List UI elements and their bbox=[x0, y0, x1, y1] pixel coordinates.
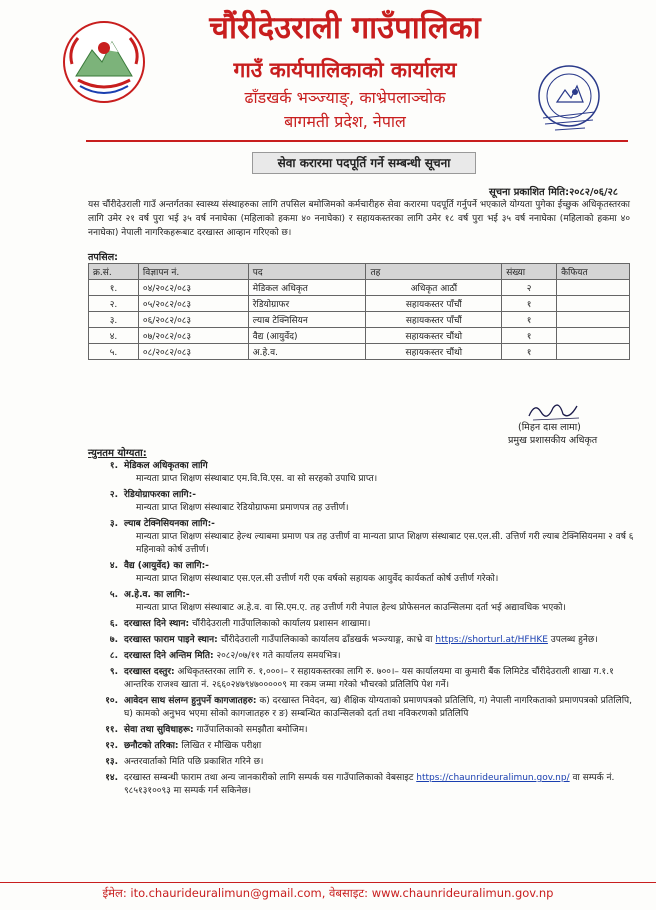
footer-contact: ईमेल: ito.chaurideuralimun@gmail.com, वेबसाइट: www.chaunrideuralimun.gov.np bbox=[102, 886, 554, 900]
list-item bbox=[96, 518, 634, 557]
item-text: गाउँपालिकाको समझौता बमोजिम। bbox=[196, 725, 308, 735]
cell-count: २ bbox=[502, 280, 557, 296]
cell-post: रेडियोग्राफर bbox=[248, 296, 366, 312]
list-item bbox=[96, 756, 634, 769]
qualifications-list bbox=[96, 460, 634, 801]
list-item bbox=[96, 772, 634, 798]
cell-ad-no: ०७/२०८२/०८३ bbox=[138, 328, 248, 344]
cell-ad-no: ०६/२०८२/०८३ bbox=[138, 312, 248, 328]
column-header-count: संख्या bbox=[502, 264, 557, 280]
cell-sn: ४. bbox=[89, 328, 139, 344]
cell-count: १ bbox=[502, 296, 557, 312]
list-item bbox=[96, 589, 634, 615]
cell-count: १ bbox=[502, 312, 557, 328]
item-number: १. bbox=[109, 461, 118, 471]
email-address[interactable]: ito.chaurideuralimun@gmail.com bbox=[130, 886, 322, 900]
item-title: ल्याब टेक्निसियनका लागि:- bbox=[124, 519, 215, 529]
item-text: लिखित र मौखिक परीक्षा bbox=[181, 741, 262, 751]
table-row bbox=[89, 312, 630, 328]
cell-sn: २. bbox=[89, 296, 139, 312]
cell-level: सहायकस्तर पाँचौं bbox=[366, 296, 502, 312]
cell-post: मेडिकल अधिकृत bbox=[248, 280, 366, 296]
header-divider bbox=[86, 140, 628, 142]
signatory-title: प्रमुख प्रशासकीय अधिकृत bbox=[508, 435, 598, 446]
item-text: अधिकृतस्तरका लागि रु. १,०००।– र सहायकस्तरका लागि रु. ७००।– यस कार्यालयमा वा कुमारी बैंक लिमिटेड चौंरीदेउराली शाखा ग.१.१ आन्तरिक राजश्व खाता नं. २६६०२४७९४७०००००९ मा रकम जम्मा गरेको भौचरको प्रतिलिपि पेश गर्ने। bbox=[124, 667, 614, 690]
table-header-row bbox=[89, 264, 630, 280]
notice-intro: यस चौंरीदेउराली गाउँ अन्तर्गतका स्वास्थ्य संस्थाहरुका लागि तपसिल बमोजिमको कर्मचारीहरु सेवा करारमा पदपूर्ति गर्नुपर्ने भएकाले योग्यता पुगेका ईच्छुक अधिकृतस्तरका लागि उमेर २१ वर्ष पुरा भई ३५ वर्ष ननाघेका (महिलाको हकमा ४० ननाघेका) र सहायकस्तरका लागि उमेर १८ वर्ष पुरा भई ३५ वर्ष ननाघेका (महिलाको हकमा ४० ननाघेका) नेपाली नागरिकहरूबाट दरखास्त आव्हान गरिएको छ। bbox=[88, 200, 630, 238]
item-number: ९. bbox=[109, 667, 118, 677]
item-title: दरखास्त फाराम पाइने स्थान: bbox=[124, 635, 218, 645]
list-item bbox=[96, 740, 634, 753]
item-number: ११. bbox=[105, 725, 118, 735]
cell-ad-no: ०८/२०८२/०८३ bbox=[138, 344, 248, 360]
cell-remarks bbox=[557, 296, 630, 312]
column-header-ad-no: विज्ञापन नं. bbox=[138, 264, 248, 280]
column-header-sn: क्र.सं. bbox=[89, 264, 139, 280]
footer-website[interactable]: www.chaunrideuralimun.gov.np bbox=[371, 886, 554, 900]
column-header-level: तह bbox=[366, 264, 502, 280]
cell-level: सहायकस्तर पाँचौं bbox=[366, 312, 502, 328]
item-text: दरखास्त सम्बन्धी फाराम तथा अन्य जानकारीको लागि सम्पर्क यस गाउँपालिकाको वेबसाइट bbox=[124, 773, 414, 783]
cell-sn: १. bbox=[89, 280, 139, 296]
list-item bbox=[96, 666, 634, 692]
item-title: रेडियोग्राफरका लागि:- bbox=[124, 490, 196, 500]
cell-count: १ bbox=[502, 328, 557, 344]
item-number: ३. bbox=[109, 519, 118, 529]
office-stamp-icon bbox=[527, 54, 611, 138]
item-title: दरखास्त दिने स्थान: bbox=[124, 619, 190, 629]
cell-remarks bbox=[557, 312, 630, 328]
item-title: आवेदन साथ संलग्न हुनुपर्ने कागजातहरु: bbox=[124, 696, 257, 706]
item-number: २. bbox=[109, 490, 118, 500]
item-number: १०. bbox=[105, 696, 118, 706]
item-title: सेवा तथा सुविधाहरू: bbox=[124, 725, 194, 735]
cell-post: अ.हे.व. bbox=[248, 344, 366, 360]
table-row bbox=[89, 296, 630, 312]
municipality-title: चौंरीदेउराली गाउँपालिका bbox=[209, 10, 481, 46]
cell-remarks bbox=[557, 280, 630, 296]
item-title: छनौटको तरिका: bbox=[124, 741, 179, 751]
qualifications-heading: न्युनतम योग्यता: bbox=[88, 448, 147, 459]
notice-title: सेवा करारमा पदपूर्ति गर्ने सम्बन्धी सूचना bbox=[252, 152, 476, 174]
vacancy-table bbox=[88, 263, 630, 360]
list-item bbox=[96, 634, 634, 647]
item-text: २०८२/०७/११ गते कार्यालय समयभित्र। bbox=[216, 651, 341, 661]
list-item bbox=[96, 695, 634, 721]
published-date: सूचना प्रकाशित मिति:२०८२/०६/२८ bbox=[488, 187, 618, 198]
table-row bbox=[89, 328, 630, 344]
list-item bbox=[96, 560, 634, 586]
cell-post: ल्याब टेक्निसियन bbox=[248, 312, 366, 328]
table-row bbox=[89, 344, 630, 360]
item-number: ४. bbox=[109, 561, 118, 571]
office-address: ढाँडखर्क भञ्ज्याङ्, काभ्रेपलाञ्चोक bbox=[244, 88, 446, 107]
item-text-after: वा सम्पर्क नं. ९८५१३१००९३ मा सम्पर्क गर्न सकिनेछ। bbox=[124, 773, 615, 796]
item-body: मान्यता प्राप्त शिक्षण संस्थाबाट एस.एल.सी उत्तीर्ण गरी एक वर्षको सहायक आयुर्वेद कार्यकर्ता कोर्ष उत्तीर्ण गरेको। bbox=[136, 574, 499, 584]
column-header-remarks: कैफियत bbox=[557, 264, 630, 280]
cell-sn: ३. bbox=[89, 312, 139, 328]
list-item bbox=[96, 724, 634, 737]
list-item bbox=[96, 489, 634, 515]
item-body: मान्यता प्राप्त शिक्षण संस्थाबाट हेल्थ ल्याबमा प्रमाण पत्र तह उत्तीर्ण वा मान्यता प्राप्त शिक्षण संस्थाबाट एस.एल.सी. उत्तिर्ण गरी ल्याब टेक्निसियनमा २ वर्ष ६ महिनाको कोर्ष उत्तीर्ण। bbox=[136, 532, 634, 555]
item-title: अ.हे.व. का लागि:- bbox=[124, 590, 190, 600]
cell-remarks bbox=[557, 344, 630, 360]
cell-ad-no: ०५/२०८२/०८३ bbox=[138, 296, 248, 312]
item-text-after: उपलब्ध हुनेछ। bbox=[547, 635, 598, 645]
item-number: १४. bbox=[105, 773, 118, 783]
cell-count: १ bbox=[502, 344, 557, 360]
item-text: चौंरीदेउराली गाउँपालिकाको कार्यालय ढाँडखर्क भञ्ज्याङ्ग, काभ्रे वा bbox=[220, 635, 433, 645]
cell-sn: ५. bbox=[89, 344, 139, 360]
list-item bbox=[96, 618, 634, 631]
office-province: बागमती प्रदेश, नेपाल bbox=[284, 112, 406, 131]
item-number: ८. bbox=[109, 651, 118, 661]
form-download-link[interactable]: https://shorturl.at/HFHKE bbox=[435, 635, 548, 645]
email-label: ईमेल: bbox=[102, 886, 127, 900]
item-title: मेडिकल अधिकृतका लागि bbox=[124, 461, 208, 471]
list-item bbox=[96, 650, 634, 663]
item-text: क) दरखास्त निवेदन, ख) शैक्षिक योग्यताको प्रमाणपत्रको प्रतिलिपि, ग) नेपाली नागरिकताको प्रमाणपत्रको प्रतिलिपि, घ) कामको अनुभव भएमा सोको कागजातहरु र ङ) सम्बन्धित काउन्सिलको दर्ता तथा नविकरणको प्रतिलिपि bbox=[124, 696, 632, 719]
item-number: ६. bbox=[109, 619, 118, 629]
item-number: १२. bbox=[105, 741, 118, 751]
cell-ad-no: ०४/२०८२/०८३ bbox=[138, 280, 248, 296]
cell-level: सहायकस्तर चौंथो bbox=[366, 344, 502, 360]
item-text: अन्तरवार्ताको मिति पछि प्रकाशित गरिने छ। bbox=[124, 757, 264, 767]
item-text: चौंरीदेउराली गाउँपालिकाको कार्यालय प्रशासन शाखामा। bbox=[192, 619, 371, 629]
table-row bbox=[89, 280, 630, 296]
item-number: १३. bbox=[105, 757, 118, 767]
cell-remarks bbox=[557, 328, 630, 344]
office-subtitle: गाउँ कार्यपालिकाको कार्यालय bbox=[233, 58, 457, 82]
details-label: तपसिल: bbox=[88, 252, 118, 263]
item-body: मान्यता प्राप्त शिक्षण संस्थाबाट अ.हे.व. वा सि.एम.ए. तह उत्तीर्ण गरी नेपाल हेल्थ प्रोफेसनल काउन्सिलमा दर्ता भई अद्यावधिक भएको। bbox=[136, 603, 566, 613]
cell-post: वैद्य (आयुर्वेद) bbox=[248, 328, 366, 344]
item-number: ५. bbox=[109, 590, 118, 600]
website-link[interactable]: https://chaunrideuralimun.gov.np/ bbox=[416, 773, 570, 783]
item-title: वैद्य (आयुर्वेद) का लागि:- bbox=[124, 561, 209, 571]
item-number: ७. bbox=[109, 635, 118, 645]
cell-level: सहायकस्तर चौंथो bbox=[366, 328, 502, 344]
list-item bbox=[96, 460, 634, 486]
website-label: वेबसाइट: bbox=[329, 886, 369, 900]
footer-divider bbox=[0, 882, 656, 883]
item-body: मान्यता प्राप्त शिक्षण संस्थाबाट रेडियोग्राफमा प्रमाणपत्र तह उत्तीर्ण। bbox=[136, 503, 349, 513]
item-title: दरखास्त दिने अन्तिम मिति: bbox=[124, 651, 214, 661]
nepal-emblem-icon bbox=[62, 20, 146, 104]
column-header-post: पद bbox=[248, 264, 366, 280]
cell-level: अधिकृत आठौं bbox=[366, 280, 502, 296]
item-body: मान्यता प्राप्त शिक्षण संस्थाबाट एम.वि.वि.एस. वा सो सरहको उपाधि प्राप्त। bbox=[136, 474, 378, 484]
signatory-name: (मिहन दास लामा) bbox=[518, 422, 581, 433]
item-title: दरखास्त दस्तुर: bbox=[124, 667, 175, 677]
